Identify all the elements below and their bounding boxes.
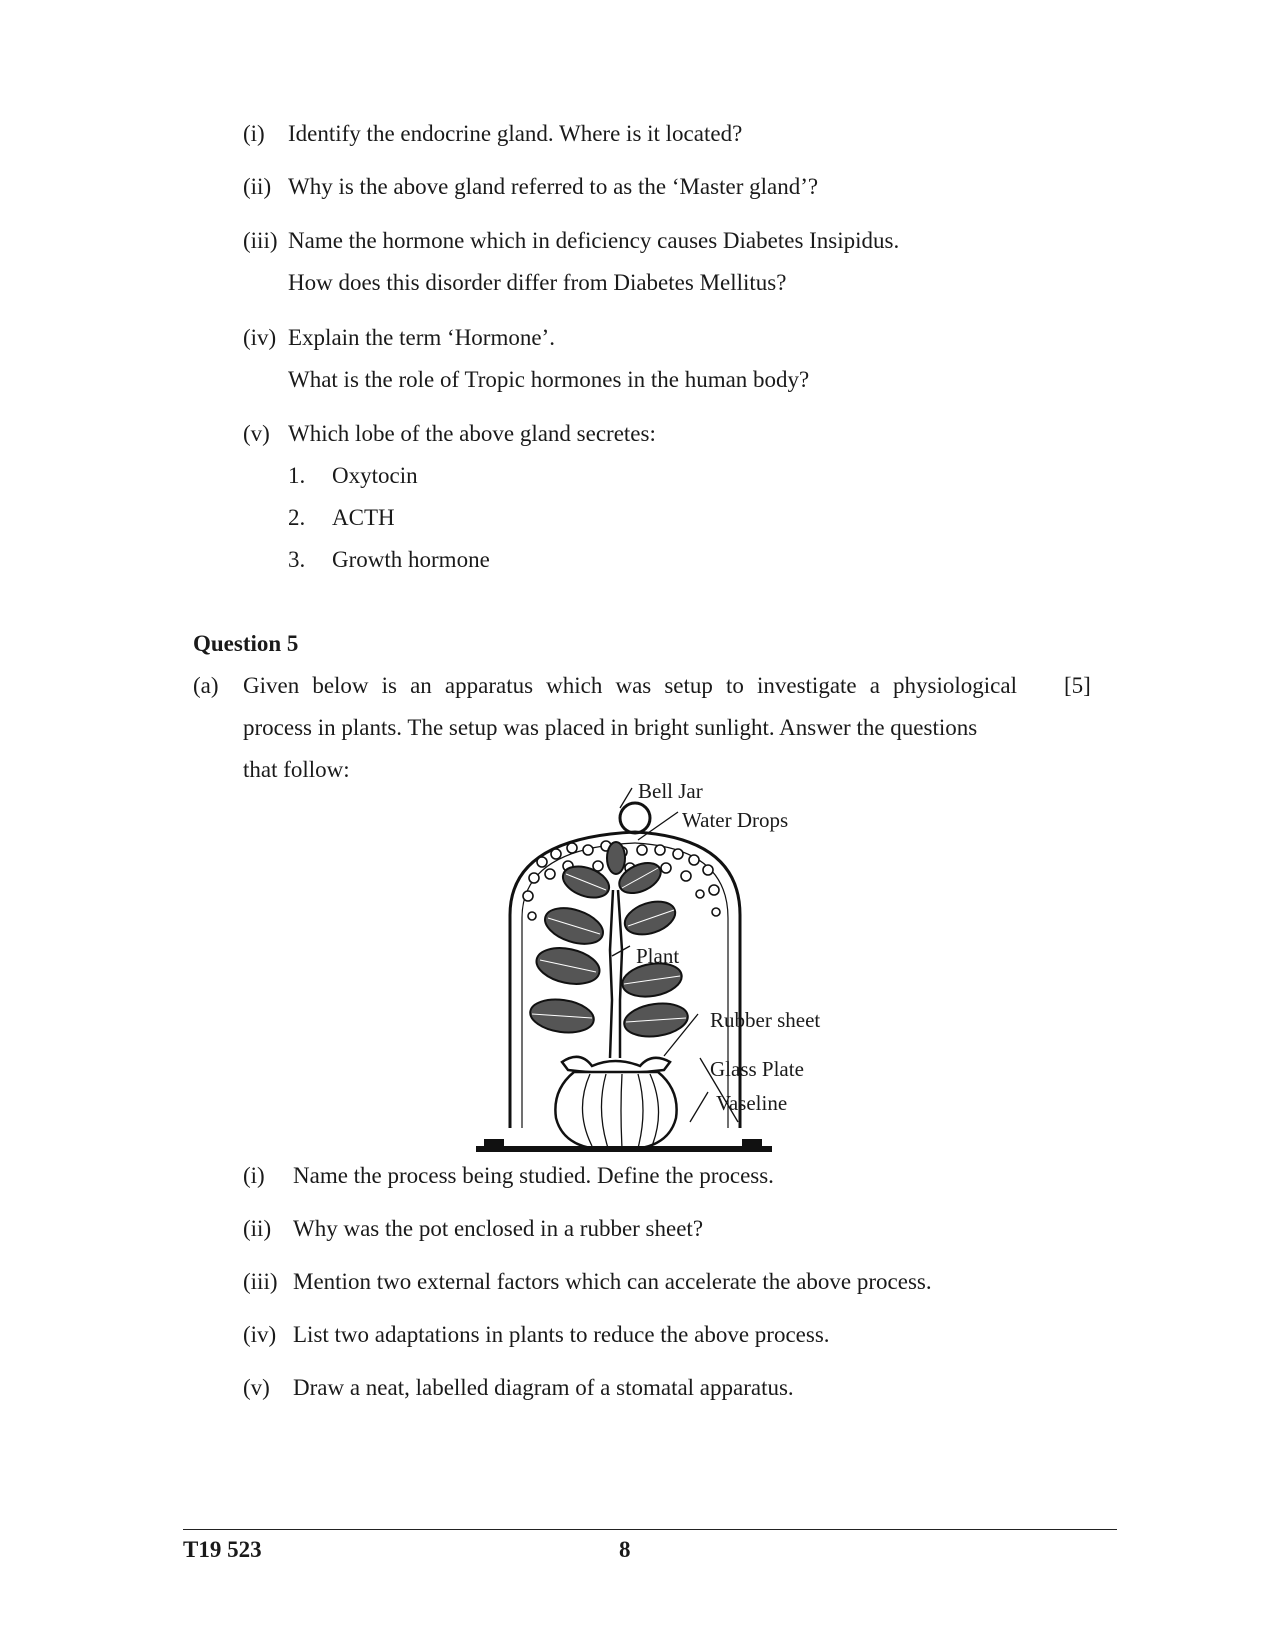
q4-part-ii-text: Why is the above gland referred to as the ‘Master gland’? xyxy=(288,174,819,199)
label-glass-plate: Glass Plate xyxy=(710,1057,804,1081)
q4-part-v-text: Which lobe of the above gland secretes: xyxy=(288,421,656,446)
q4-sub-item-num: 1. xyxy=(288,463,306,488)
bell-jar-knob xyxy=(620,803,650,833)
q5-part-i-text: Name the process being studied. Define the process. xyxy=(293,1163,774,1188)
q4-part-v-num: (v) xyxy=(243,421,270,446)
q4-part-iv-text-1: Explain the term ‘Hormone’. xyxy=(288,325,555,350)
q4-part-iii-text-2: How does this disorder differ from Diabetes Mellitus? xyxy=(288,270,787,295)
label-vaseline: Vaseline xyxy=(716,1091,788,1115)
label-plant: Plant xyxy=(636,944,680,968)
q4-part-ii-num: (ii) xyxy=(243,174,272,199)
q4-sub-item-num: 2. xyxy=(288,505,306,530)
footer-page-number: 8 xyxy=(619,1537,631,1562)
q5-part-ii-text: Why was the pot enclosed in a rubber sheet? xyxy=(293,1216,704,1241)
q5-part-iii-num: (iii) xyxy=(243,1269,278,1294)
q5-part-iv-text: List two adaptations in plants to reduce the above process. xyxy=(293,1322,830,1347)
q4-sub-item-num: 3. xyxy=(288,547,306,572)
glass-plate xyxy=(476,1146,772,1152)
pointer-vaseline xyxy=(690,1092,708,1122)
q4-part-iii-num: (iii) xyxy=(243,228,278,253)
q5-part-v-text: Draw a neat, labelled diagram of a stomatal apparatus. xyxy=(293,1375,794,1400)
q5-part-a-line-3: that follow: xyxy=(243,757,350,782)
q4-part-i-num: (i) xyxy=(243,121,265,146)
vaseline-left xyxy=(484,1139,504,1147)
q5-part-v-num: (v) xyxy=(243,1375,270,1400)
q5-part-ii-num: (ii) xyxy=(243,1216,272,1241)
q4-part-i-text: Identify the endocrine gland. Where is it located? xyxy=(288,121,743,146)
marks-badge: [5] xyxy=(1064,673,1091,698)
q5-part-a-line-2: process in plants. The setup was placed in bright sunlight. Answer the questions xyxy=(243,715,978,740)
q4-sub-item-text: Growth hormone xyxy=(332,547,490,572)
bell-jar-diagram xyxy=(470,770,890,1170)
q4-sub-item-text: ACTH xyxy=(332,505,395,530)
q5-part-a-label: (a) xyxy=(193,673,219,698)
label-bell-jar: Bell Jar xyxy=(638,779,703,803)
q4-part-iv-num: (iv) xyxy=(243,325,277,350)
question-heading: Question 5 xyxy=(193,631,299,656)
vaseline-right xyxy=(742,1139,762,1147)
q5-part-i-num: (i) xyxy=(243,1163,265,1188)
bell-jar-apparatus-figure xyxy=(470,770,890,1170)
q5-part-a-line-1: Given below is an apparatus which was setup to investigate a physiological xyxy=(243,673,1017,698)
footer-paper-code: T19 523 xyxy=(183,1537,262,1562)
q4-part-iii-text-1: Name the hormone which in deficiency causes Diabetes Insipidus. xyxy=(288,228,900,253)
q4-part-iv-text-2: What is the role of Tropic hormones in the human body? xyxy=(288,367,810,392)
plant-stem xyxy=(610,890,622,1058)
label-water-drops: Water Drops xyxy=(682,808,789,832)
rubber-sheet xyxy=(562,1057,670,1073)
q5-part-iii-text: Mention two external factors which can accelerate the above process. xyxy=(293,1269,932,1294)
footer-rule xyxy=(183,1529,1117,1530)
label-rubber-sheet: Rubber sheet xyxy=(710,1008,821,1032)
q4-sub-item-text: Oxytocin xyxy=(332,463,418,488)
q5-part-iv-num: (iv) xyxy=(243,1322,277,1347)
